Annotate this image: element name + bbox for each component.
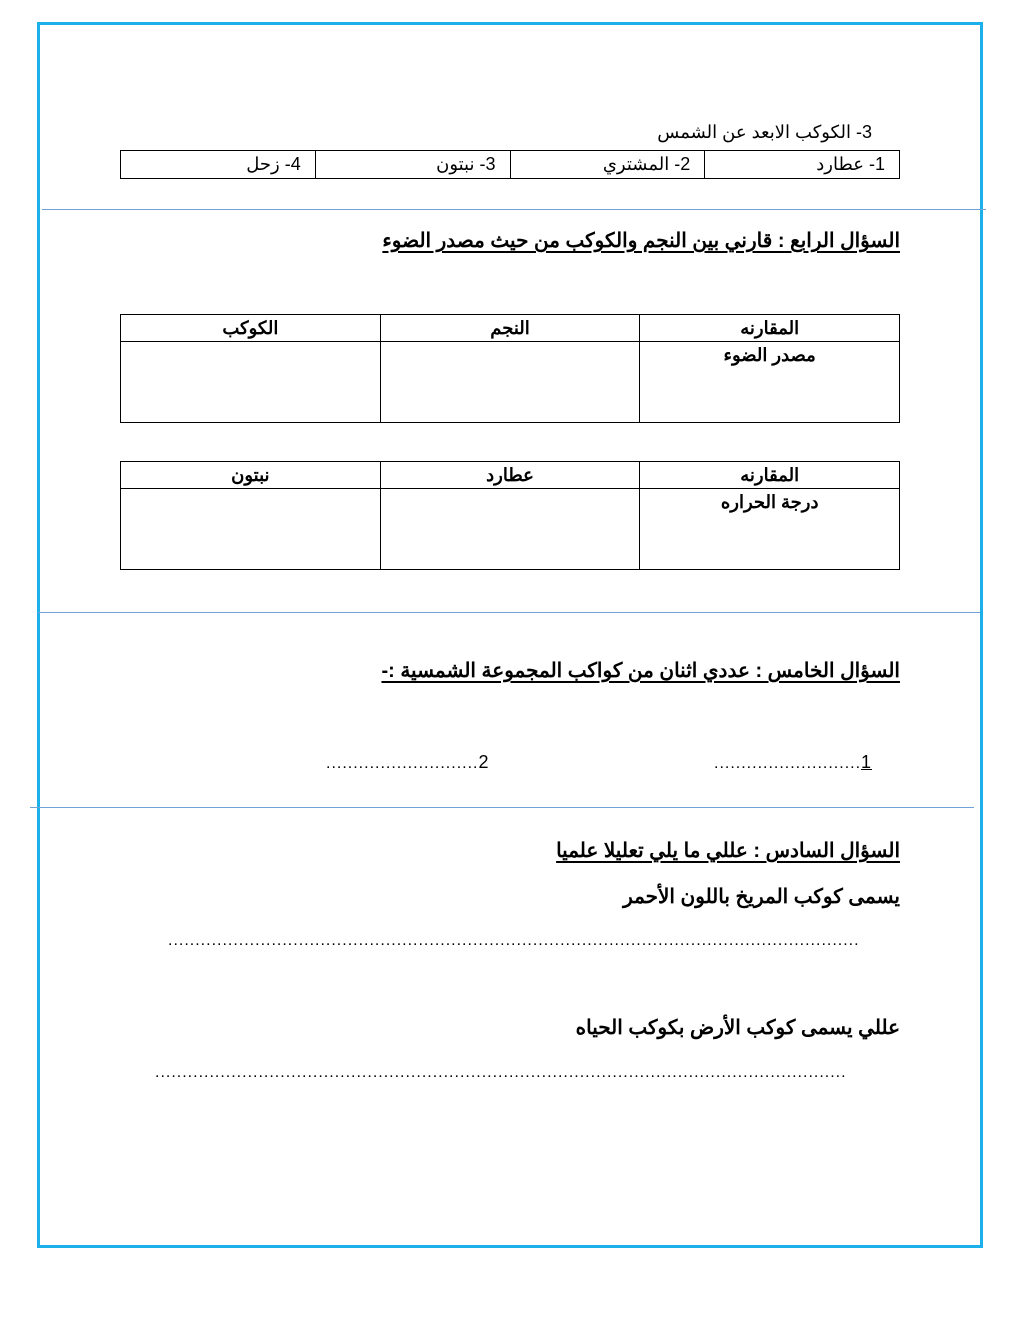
header-planet: الكوكب [121,315,381,342]
option-4: 4- زحل [121,151,316,179]
option-2: 2- المشتري [510,151,705,179]
row-label-light-source: مصدر الضوء [640,342,900,423]
header-star: النجم [380,315,640,342]
q6-item-2: عللي يسمى كوكب الأرض بكوكب الحياه [575,1017,900,1039]
header-comparison: المقارنه [640,462,900,489]
answer-line-item-2[interactable]: ............................................................................................................................... [155,1064,847,1081]
q4-title: السؤال الرابع : قارني بين النجم والكوكب من حيث مصدر الضوء [382,230,900,252]
option-1: 1- عطارد [705,151,900,179]
answer-line-1[interactable]: ...........................1 [714,752,873,772]
answer-line-item-1[interactable]: ............................................................................................................................... [168,932,860,949]
section-divider [42,209,986,210]
q6-item-1: يسمى كوكب المريخ باللون الأحمر [623,886,900,908]
answer-line-2[interactable]: ............................2 [326,752,490,772]
answer-cell[interactable] [380,489,640,570]
options-table [120,150,900,179]
q6-title: السؤال السادس : عللي ما يلي تعليلا علميا [556,840,900,862]
answer-number-2: 2 [478,752,490,772]
comparison-table-light [120,314,900,423]
question-stem: 3- الكوكب الابعد عن الشمس [657,122,872,142]
answer-number-1: 1 [861,752,873,772]
row-label-temperature: درجة الحراره [640,489,900,570]
header-comparison: المقارنه [640,315,900,342]
section-divider [30,807,974,808]
answer-cell[interactable] [380,342,640,423]
section-divider [38,612,980,613]
header-neptune: نبتون [121,462,381,489]
option-3: 3- نبتون [315,151,510,179]
answer-cell[interactable] [121,489,381,570]
q5-title: السؤال الخامس : عددي اثنان من كواكب المجموعة الشمسية :- [381,660,900,682]
answer-cell[interactable] [121,342,381,423]
header-mercury: عطارد [380,462,640,489]
comparison-table-temperature [120,461,900,570]
